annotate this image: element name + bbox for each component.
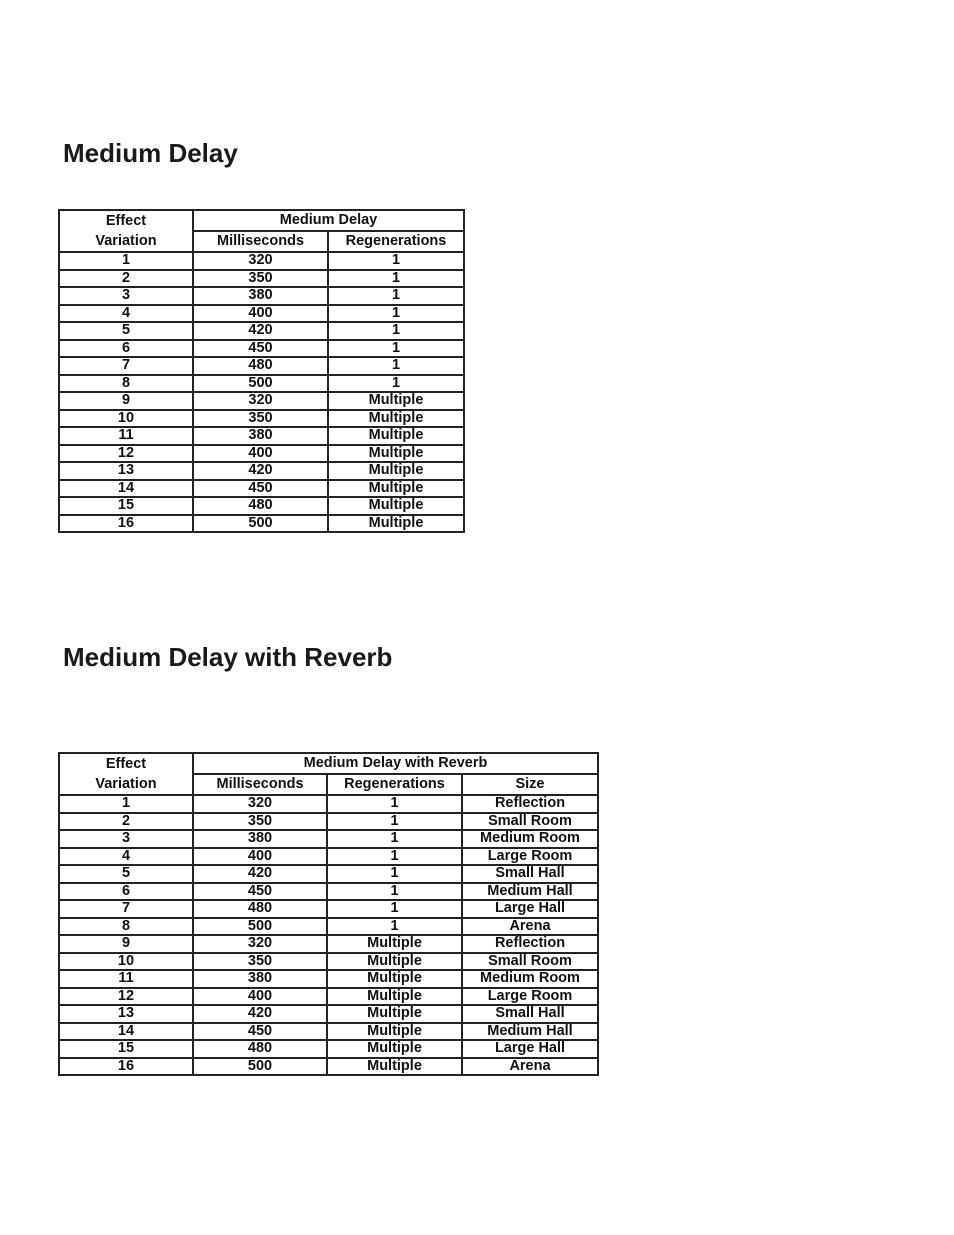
table-cell: Large Room <box>462 988 598 1006</box>
table-row <box>59 988 598 1006</box>
table-row <box>59 1058 598 1076</box>
table-cell: 380 <box>193 970 327 988</box>
table-row <box>59 953 598 971</box>
table-cell: 420 <box>193 865 327 883</box>
table-row <box>59 1005 598 1023</box>
table-row <box>59 935 598 953</box>
effect-variation-header-line: Variation <box>95 233 157 249</box>
table-row <box>59 795 598 813</box>
effect-variation-cell: 5 <box>59 322 193 340</box>
table-cell: 1 <box>327 813 462 831</box>
header-row <box>59 753 598 774</box>
table-row <box>59 462 464 480</box>
table-cell: 1 <box>328 305 464 323</box>
table-cell: 320 <box>193 392 328 410</box>
effect-variation-cell: 15 <box>59 497 193 515</box>
table-row <box>59 445 464 463</box>
table-cell: 1 <box>327 883 462 901</box>
table-cell: 350 <box>193 410 328 428</box>
effect-variation-header <box>59 210 193 252</box>
effect-variation-cell: 10 <box>59 953 193 971</box>
table-row <box>59 883 598 901</box>
effect-variation-cell: 12 <box>59 445 193 463</box>
table-cell: 480 <box>193 900 327 918</box>
table-cell: 1 <box>327 795 462 813</box>
effect-variation-cell: 7 <box>59 900 193 918</box>
table-row <box>59 865 598 883</box>
table-row <box>59 305 464 323</box>
table-cell: Large Hall <box>462 900 598 918</box>
table-cell: Multiple <box>327 953 462 971</box>
effect-variation-cell: 9 <box>59 392 193 410</box>
table-cell: Multiple <box>327 988 462 1006</box>
table-cell: 1 <box>327 848 462 866</box>
table-cell: 1 <box>327 865 462 883</box>
table-cell: Multiple <box>327 935 462 953</box>
table-cell: 400 <box>193 848 327 866</box>
table-cell: 1 <box>328 322 464 340</box>
effect-variation-header-line: Variation <box>95 776 157 792</box>
table-cell: 500 <box>193 515 328 533</box>
table-cell: 350 <box>193 953 327 971</box>
column-header: Milliseconds <box>193 231 328 252</box>
table-cell: 1 <box>328 270 464 288</box>
table-cell: Multiple <box>327 1040 462 1058</box>
table-cell: 320 <box>193 252 328 270</box>
table-cell: 1 <box>328 357 464 375</box>
table-row <box>59 392 464 410</box>
table-cell: 500 <box>193 1058 327 1076</box>
table-row <box>59 813 598 831</box>
table-cell: 480 <box>193 357 328 375</box>
effect-variation-cell: 9 <box>59 935 193 953</box>
table-row <box>59 287 464 305</box>
table-cell: Multiple <box>328 445 464 463</box>
table-cell: 1 <box>327 830 462 848</box>
table-cell: Multiple <box>327 1058 462 1076</box>
table-cell: 320 <box>193 935 327 953</box>
effect-variation-cell: 14 <box>59 1023 193 1041</box>
table-row <box>59 427 464 445</box>
column-header: Size <box>462 774 598 795</box>
table-cell: 1 <box>328 287 464 305</box>
table-row <box>59 322 464 340</box>
table-row <box>59 357 464 375</box>
table-cell: 420 <box>193 1005 327 1023</box>
table-cell: 420 <box>193 462 328 480</box>
table-cell: 400 <box>193 988 327 1006</box>
effect-variation-cell: 10 <box>59 410 193 428</box>
table-row <box>59 1040 598 1058</box>
table-cell: Large Room <box>462 848 598 866</box>
table-cell: 480 <box>193 497 328 515</box>
table-cell: 400 <box>193 445 328 463</box>
table-cell: Multiple <box>327 1023 462 1041</box>
table-cell: 1 <box>328 340 464 358</box>
effect-variation-cell: 3 <box>59 287 193 305</box>
table-cell: Multiple <box>328 497 464 515</box>
table-cell: 1 <box>328 375 464 393</box>
table-cell: 1 <box>328 252 464 270</box>
effect-variation-header <box>59 753 193 795</box>
table-cell: Medium Hall <box>462 1023 598 1041</box>
effect-variation-cell: 8 <box>59 918 193 936</box>
table-cell: Multiple <box>328 515 464 533</box>
table-cell: Multiple <box>328 462 464 480</box>
table-cell: 320 <box>193 795 327 813</box>
section-title-medium-delay: Medium Delay <box>63 138 238 168</box>
table-cell: 450 <box>193 1023 327 1041</box>
table-cell: Multiple <box>327 970 462 988</box>
table-cell: Small Room <box>462 813 598 831</box>
column-header: Milliseconds <box>193 774 327 795</box>
table-cell: 500 <box>193 918 327 936</box>
effect-variation-cell: 13 <box>59 1005 193 1023</box>
effect-variation-cell: 14 <box>59 480 193 498</box>
table-cell: 1 <box>327 900 462 918</box>
table-row <box>59 340 464 358</box>
table-row <box>59 900 598 918</box>
table-cell: Large Hall <box>462 1040 598 1058</box>
effect-variation-cell: 4 <box>59 305 193 323</box>
table-cell: Multiple <box>328 392 464 410</box>
effect-variation-cell: 15 <box>59 1040 193 1058</box>
table-cell: Multiple <box>328 480 464 498</box>
effect-variation-cell: 13 <box>59 462 193 480</box>
table-cell: Multiple <box>327 1005 462 1023</box>
effect-variation-cell: 16 <box>59 1058 193 1076</box>
effect-variation-cell: 16 <box>59 515 193 533</box>
table-row <box>59 515 464 533</box>
effect-variation-cell: 4 <box>59 848 193 866</box>
effect-variation-cell: 5 <box>59 865 193 883</box>
table-row <box>59 497 464 515</box>
medium-delay-with-reverb-table <box>58 752 599 1076</box>
table-row <box>59 480 464 498</box>
effect-variation-cell: 7 <box>59 357 193 375</box>
effect-variation-cell: 6 <box>59 883 193 901</box>
table-row <box>59 1023 598 1041</box>
group-header: Medium Delay with Reverb <box>193 753 598 774</box>
table-cell: 500 <box>193 375 328 393</box>
table-cell: Arena <box>462 918 598 936</box>
column-header: Regenerations <box>328 231 464 252</box>
table-cell: Reflection <box>462 935 598 953</box>
table-cell: 450 <box>193 883 327 901</box>
table-cell: Medium Room <box>462 970 598 988</box>
effect-variation-cell: 6 <box>59 340 193 358</box>
table-cell: Medium Hall <box>462 883 598 901</box>
group-header: Medium Delay <box>193 210 464 231</box>
effect-variation-cell: 8 <box>59 375 193 393</box>
effect-variation-header-line: Effect <box>105 213 147 229</box>
table-cell: Multiple <box>328 427 464 445</box>
medium-delay-table <box>58 209 465 533</box>
effect-variation-cell: 11 <box>59 970 193 988</box>
table-cell: 420 <box>193 322 328 340</box>
table-row <box>59 375 464 393</box>
effect-variation-cell: 12 <box>59 988 193 1006</box>
table-cell: 450 <box>193 480 328 498</box>
table-row <box>59 848 598 866</box>
effect-variation-header-line: Effect <box>105 756 147 772</box>
table-row <box>59 830 598 848</box>
table-cell: 400 <box>193 305 328 323</box>
effect-variation-cell: 3 <box>59 830 193 848</box>
table-cell: 380 <box>193 287 328 305</box>
table-cell: 1 <box>327 918 462 936</box>
effect-variation-cell: 2 <box>59 270 193 288</box>
table-cell: 380 <box>193 830 327 848</box>
table-cell: 450 <box>193 340 328 358</box>
section-title-medium-delay-with-reverb: Medium Delay with Reverb <box>63 642 393 672</box>
table-cell: Arena <box>462 1058 598 1076</box>
table-cell: Reflection <box>462 795 598 813</box>
table-row <box>59 918 598 936</box>
table-cell: Small Hall <box>462 865 598 883</box>
table-row <box>59 970 598 988</box>
table-cell: 380 <box>193 427 328 445</box>
effect-variation-cell: 2 <box>59 813 193 831</box>
table-cell: 350 <box>193 813 327 831</box>
table-row <box>59 252 464 270</box>
effect-variation-cell: 11 <box>59 427 193 445</box>
table-cell: Small Hall <box>462 1005 598 1023</box>
table-cell: Small Room <box>462 953 598 971</box>
table-row <box>59 270 464 288</box>
column-header: Regenerations <box>327 774 462 795</box>
table-cell: Medium Room <box>462 830 598 848</box>
table-row <box>59 410 464 428</box>
effect-variation-cell: 1 <box>59 795 193 813</box>
table-cell: Multiple <box>328 410 464 428</box>
effect-variation-cell: 1 <box>59 252 193 270</box>
table-cell: 480 <box>193 1040 327 1058</box>
table-cell: 350 <box>193 270 328 288</box>
header-row <box>59 210 464 231</box>
